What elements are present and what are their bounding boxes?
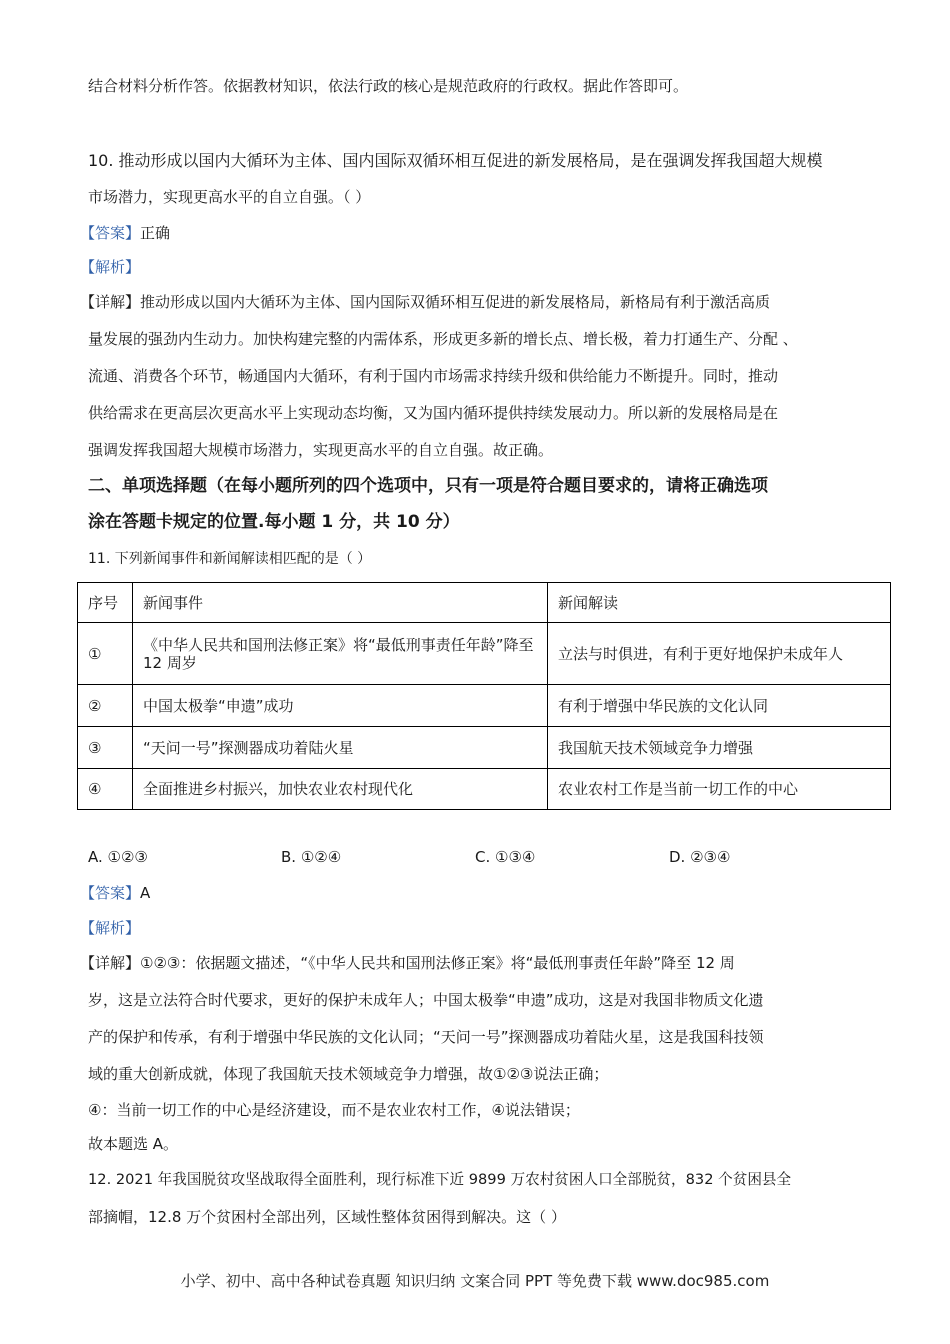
- answer-tag: 【答案】: [80, 224, 141, 242]
- header-reading: 新闻解读: [548, 583, 891, 623]
- q11-point4: ④：当前一切工作的中心是经济建设，而不是农业农村工作，④说法错误；: [88, 1101, 580, 1119]
- row-no: ①: [78, 623, 133, 685]
- top-paragraph: 结合材料分析作答。依据教材知识，依法行政的核心是规范政府的行政权。据此作答即可。: [88, 77, 689, 95]
- row-event: 全面推进乡村振兴，加快农业农村现代化: [133, 769, 548, 810]
- q11-detail-line1: [80, 953, 735, 973]
- q11-conclusion: 故本题选 A。: [88, 1135, 179, 1153]
- q10-stem-line2: 市场潜力，实现更高水平的自立自强。（ ）: [88, 188, 371, 206]
- header-event: 新闻事件: [133, 583, 548, 623]
- table-row: [78, 769, 891, 810]
- page-footer: 小学、初中、高中各种试卷真题 知识归纳 文案合同 PPT 等免费下载 www.doc985.com: [180, 1272, 770, 1290]
- header-no: 序号: [78, 583, 133, 623]
- q11-analysis-tag: 【解析】: [80, 919, 141, 937]
- row-no: ④: [78, 769, 133, 810]
- q10-detail-line3: 流通、消费各个环节，畅通国内大循环，有利于国内市场需求持续升级和供给能力不断提升。同时，推动: [88, 367, 779, 385]
- section2-heading-line2: 涂在答题卡规定的位置.每小题 1 分，共 10 分）: [88, 512, 460, 532]
- row-reading: 我国航天技术领域竞争力增强: [548, 727, 891, 769]
- answer-value: A: [140, 884, 151, 902]
- option-a: A. ①②③: [88, 848, 148, 866]
- option-d: D. ②③④: [669, 848, 731, 866]
- row-no: ②: [78, 685, 133, 727]
- answer-value: 正确: [140, 224, 171, 242]
- q12-stem-line1: 12. 2021 年我国脱贫攻坚战取得全面胜利，现行标准下近 9899 万农村贫困人口全部脱贫，832 个贫困县全: [88, 1171, 792, 1188]
- q11-detail-line4: 域的重大创新成就，体现了我国航天技术领域竞争力增强，故①②③说法正确；: [88, 1065, 609, 1083]
- answer-tag: 【答案】: [80, 884, 141, 902]
- q10-detail-line5: 强调发挥我国超大规模市场潜力，实现更高水平的自立自强。故正确。: [88, 441, 554, 459]
- row-reading: 有利于增强中华民族的文化认同: [548, 685, 891, 727]
- detail-text: 推动形成以国内大循环为主体、国内国际双循环相互促进的新发展格局，新格局有利于激活高质: [140, 293, 771, 311]
- q10-analysis-tag: 【解析】: [80, 258, 141, 276]
- q12-stem-line2: 部摘帽，12.8 万个贫困村全部出列，区域性整体贫困得到解决。这（ ）: [88, 1208, 566, 1226]
- detail-tag: 【详解】: [80, 954, 141, 972]
- section2-heading-line1: 二、单项选择题（在每小题所列的四个选项中，只有一项是符合题目要求的，请将正确选项: [88, 476, 768, 496]
- table-row: [78, 727, 891, 769]
- q10-answer: [80, 223, 170, 243]
- row-no: ③: [78, 727, 133, 769]
- row-reading: 立法与时俱进，有利于更好地保护未成年人: [548, 623, 891, 685]
- row-event: “天问一号”探测器成功着陆火星: [133, 727, 548, 769]
- row-reading: 农业农村工作是当前一切工作的中心: [548, 769, 891, 810]
- detail-tag: 【详解】: [80, 293, 141, 311]
- q10-stem-line1: 10. 推动形成以国内大循环为主体、国内国际双循环相互促进的新发展格局，是在强调发挥我国超大规模: [88, 151, 823, 170]
- q11-detail-line3: 产的保护和传承，有利于增强中华民族的文化认同；“天问一号”探测器成功着陆火星，这是我国科技领: [88, 1028, 764, 1046]
- q10-detail-line4: 供给需求在更高层次更高水平上实现动态均衡，又为国内循环提供持续发展动力。所以新的发展格局是在: [88, 404, 779, 422]
- table-header-row: [78, 583, 891, 623]
- q11-stem: 11. 下列新闻事件和新闻解读相匹配的是（ ）: [88, 551, 372, 567]
- detail-text: ①②③：依据题文描述，“《中华人民共和国刑法修正案》将“最低刑事责任年龄”降至 12 周: [140, 954, 735, 972]
- table-row: [78, 685, 891, 727]
- q10-detail-line2: 量发展的强劲内生动力。加快构建完整的内需体系，形成更多新的增长点、增长极，着力打通生产、分配 、: [88, 330, 798, 348]
- q11-detail-line2: 岁，这是立法符合时代要求，更好的保护未成年人；中国太极拳“申遗”成功，这是对我国非物质文化遗: [88, 991, 764, 1009]
- row-event: 中国太极拳“申遗”成功: [133, 685, 548, 727]
- row-event: 《中华人民共和国刑法修正案》将“最低刑事责任年龄”降至 12 周岁: [133, 623, 548, 685]
- q10-detail-line1: [80, 292, 770, 312]
- q11-table: [77, 582, 891, 810]
- table-row: [78, 623, 891, 685]
- q11-answer: [80, 883, 150, 903]
- option-b: B. ①②④: [281, 848, 342, 866]
- option-c: C. ①③④: [475, 848, 536, 866]
